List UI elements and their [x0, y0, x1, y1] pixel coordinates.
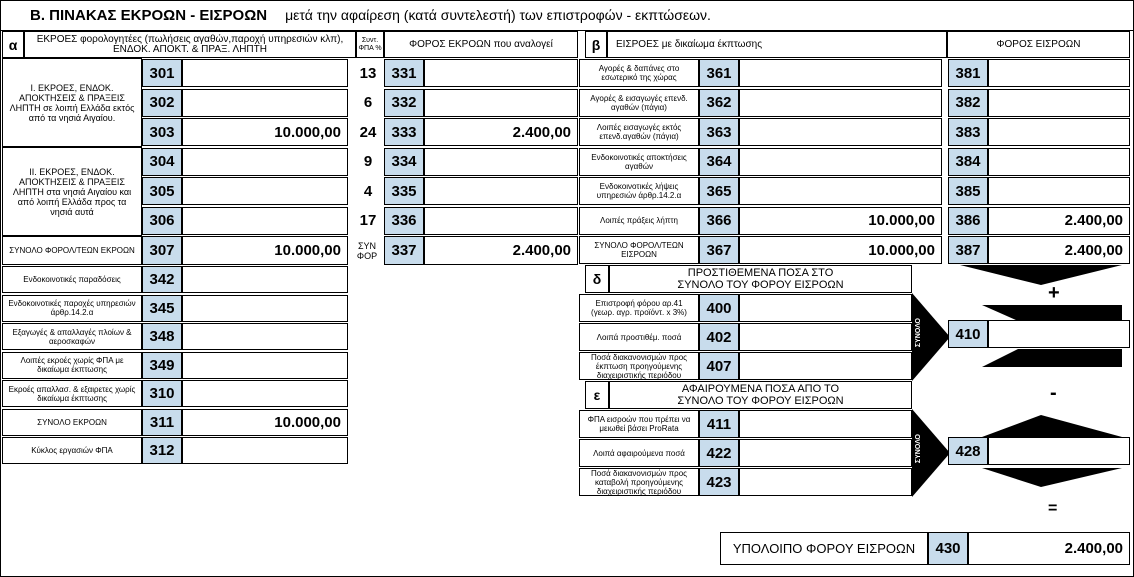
input-label-366 [579, 207, 699, 235]
code-332: 332 [384, 89, 424, 117]
code-365: 365 [699, 177, 739, 205]
other-label-349-text: Λοιπές εκροές χωρίς ΦΠΑ με δικαίωμα έκπτωσης [20, 356, 124, 374]
value-302[interactable] [182, 89, 348, 117]
added-label-402-text: Λοιπά προστιθέμ. ποσά [596, 332, 682, 342]
value-301[interactable] [182, 59, 348, 87]
code-337: 337 [384, 236, 424, 265]
sum-label-e: ΣΥΝΟΛΟ [915, 434, 922, 464]
code-367: 367 [699, 236, 739, 264]
added-label-400-text: Επιστροφή φόρου αρ.41 (γεωρ. αγρ. προϊόντ. x 3%) [591, 299, 687, 317]
rate-304: 9 [363, 153, 373, 170]
code-366: 366 [699, 207, 739, 235]
code-310: 310 [142, 380, 182, 407]
minus-sign: - [1050, 382, 1057, 404]
section-d-header: ΠΡΟΣΤΙΘΕΜΕΝΑ ΠΟΣΑ ΣΤΟ ΣΥΝΟΛΟ ΤΟΥ ΦΟΡΟΥ ΕΙΣΡΟΩΝ [609, 265, 912, 293]
value-387[interactable]: 2.400,00 [988, 236, 1130, 264]
input-label-364 [579, 148, 699, 176]
value-382[interactable] [988, 89, 1130, 117]
input-label-361 [579, 59, 699, 87]
value-361[interactable] [739, 59, 942, 87]
value-402[interactable] [739, 323, 912, 351]
value-365[interactable] [739, 177, 942, 205]
value-307[interactable]: 10.000,00 [182, 236, 348, 265]
other-label-348-text: Εξαγωγές & απαλλαγές πλοίων & αεροσκαφών [12, 327, 132, 346]
code-385: 385 [948, 177, 988, 205]
rate-303: 24 [359, 123, 377, 141]
value-311[interactable]: 10.000,00 [182, 409, 348, 436]
section-a-header: ΕΚΡΟΕΣ φορολογητέες (πωλήσεις αγαθών,παροχή υπηρεσιών κλπ), ΕΝΔΟΚ. ΑΠΟΚΤ. & ΠΡΑΞ. ΛΗΠΤΗ [24, 31, 356, 58]
value-304[interactable] [182, 148, 348, 176]
value-331[interactable] [424, 59, 578, 87]
value-312[interactable] [182, 437, 348, 464]
input-tax-header: ΦΟΡΟΣ ΕΙΣΡΟΩΝ [947, 31, 1130, 58]
added-label-400 [579, 294, 699, 322]
code-312: 312 [142, 437, 182, 464]
value-334[interactable] [424, 148, 578, 176]
code-333: 333 [384, 118, 424, 146]
deducted-label-411-text: ΦΠΑ εισροών που πρέπει να μειωθεί βάσει ProRata [587, 415, 691, 433]
code-304: 304 [142, 148, 182, 176]
code-302: 302 [142, 89, 182, 117]
code-387: 387 [948, 236, 988, 264]
input-label-367 [579, 236, 699, 264]
value-428[interactable] [988, 437, 1130, 465]
section-e-letter: ε [593, 387, 601, 403]
rate-305: 4 [363, 182, 373, 200]
value-385[interactable] [988, 177, 1130, 205]
code-422: 422 [699, 439, 739, 467]
rate-header: Συντ. ΦΠΑ % [356, 31, 384, 58]
code-364: 364 [699, 148, 739, 176]
value-423[interactable] [739, 468, 912, 496]
input-label-363-text: Λοιπές εισαγωγές εκτός επενδ.αγαθών (πάγια) [596, 123, 682, 141]
code-430: 430 [928, 532, 968, 565]
code-335: 335 [384, 177, 424, 205]
code-381: 381 [948, 59, 988, 87]
other-label-310-text: Εκροές απαλλασ. & εξαιρετες χωρίς δικαίωμα έκπτωσης [8, 384, 136, 403]
arrow-428-bottom [982, 468, 1122, 487]
code-349: 349 [142, 352, 182, 379]
value-303[interactable]: 10.000,00 [182, 118, 348, 146]
group1-label: Ι. ΕΚΡΟΕΣ, ΕΝΔΟΚ. ΑΠΟΚΤΗΣΕΙΣ & ΠΡΑΞΕΙΣ ΛΗΠΤΗ σε λοιπή Ελλάδα εκτός από τα νησιά Αιγαίου. [2, 58, 142, 147]
input-label-361-text: Αγορές & δαπάνες στο εσωτερικό της χώρας [598, 64, 680, 82]
top-triangle-shape [960, 265, 1122, 285]
code-410: 410 [948, 320, 988, 348]
value-333[interactable]: 2.400,00 [424, 118, 578, 146]
rate-301: 13 [359, 64, 377, 82]
section-b-letter: β [591, 36, 601, 53]
code-363: 363 [699, 118, 739, 146]
value-349[interactable] [182, 352, 348, 379]
code-407: 407 [699, 352, 739, 380]
value-305[interactable] [182, 177, 348, 205]
added-label-407 [579, 352, 699, 380]
sum-label-d: ΣΥΝΟΛΟ [915, 318, 922, 348]
value-367[interactable]: 10.000,00 [739, 236, 942, 264]
code-361: 361 [699, 59, 739, 87]
output-total-label: ΣΥΝΟΛΟ ΦΟΡΟΛ/ΤΕΩΝ ΕΚΡΟΩΝ [2, 236, 142, 265]
rate-302: 6 [363, 94, 373, 111]
code-303: 303 [142, 118, 182, 146]
code-311: 311 [142, 409, 182, 436]
section-a-letter-cell [2, 31, 24, 58]
added-label-402 [579, 323, 699, 351]
value-383[interactable] [988, 118, 1130, 146]
code-400: 400 [699, 294, 739, 322]
plus-sign: + [1048, 282, 1060, 304]
code-336: 336 [384, 207, 424, 235]
section-a-letter: α [8, 36, 18, 53]
code-342: 342 [142, 266, 182, 293]
value-342[interactable] [182, 266, 348, 293]
other-label-342-text: Ενδοκοινοτικές παραδόσεις [23, 275, 121, 284]
deducted-label-422 [579, 439, 699, 467]
arrow-410-top [982, 305, 1122, 321]
value-410[interactable] [988, 320, 1130, 348]
value-336[interactable] [424, 207, 578, 235]
deducted-label-422-text: Λοιπά αφαιρούμενα ποσά [593, 448, 685, 458]
code-345: 345 [142, 295, 182, 322]
arrow-428-top [982, 415, 1122, 437]
value-332[interactable] [424, 89, 578, 117]
value-337[interactable]: 2.400,00 [424, 236, 578, 265]
section-d-letter: δ [592, 271, 602, 287]
other-label-349 [2, 352, 142, 379]
code-334: 334 [384, 148, 424, 176]
other-label-345 [2, 295, 142, 322]
section-e-header: ΑΦΑΙΡΟΥΜΕΝΑ ΠΟΣΑ ΑΠΟ ΤΟ ΣΥΝΟΛΟ ΤΟΥ ΦΟΡΟΥ ΕΙΣΡΟΩΝ [609, 381, 912, 409]
input-label-366-text: Λοιπές πράξεις λήπτη [599, 216, 678, 225]
value-362[interactable] [739, 89, 942, 117]
section-b-letter-cell [585, 31, 607, 58]
section-e-letter-cell [585, 381, 609, 409]
other-label-311 [2, 409, 142, 436]
code-305: 305 [142, 177, 182, 205]
value-348[interactable] [182, 323, 348, 350]
code-301: 301 [142, 59, 182, 87]
section-d-letter-cell [585, 265, 609, 293]
value-422[interactable] [739, 439, 912, 467]
other-label-348 [2, 323, 142, 350]
arrow-410-bottom [982, 349, 1122, 367]
deducted-label-423 [579, 468, 699, 496]
value-364[interactable] [739, 148, 942, 176]
value-430[interactable]: 2.400,00 [968, 532, 1130, 565]
value-306[interactable] [182, 207, 348, 235]
form-title: Β. ΠΙΝΑΚΑΣ ΕΚΡΟΩΝ - ΕΙΣΡΟΩΝ [30, 6, 268, 24]
other-label-312 [2, 437, 142, 464]
code-402: 402 [699, 323, 739, 351]
section-b-header: ΕΙΣΡΟΕΣ με δικαίωμα έκπτωσης [607, 31, 947, 58]
code-384: 384 [948, 148, 988, 176]
deducted-label-411 [579, 410, 699, 438]
value-363[interactable] [739, 118, 942, 146]
input-label-365-text: Ενδοκοινοτικές λήψεις υπηρεσιών άρθρ.14.2.α [596, 182, 682, 200]
code-383: 383 [948, 118, 988, 146]
other-label-342 [2, 266, 142, 293]
value-407[interactable] [739, 352, 912, 380]
code-331: 331 [384, 59, 424, 87]
other-label-345-text: Ενδοκοινοτικές παροχές υπηρεσιών άρθρ.14.2.α [8, 299, 136, 317]
code-386: 386 [948, 207, 988, 235]
deducted-label-423-text: Ποσά διακανονισμών προς καταβολή προηγούμενης διαχειριστικής περιόδου [590, 468, 687, 496]
value-400[interactable] [739, 294, 912, 322]
group2-label: ΙΙ. ΕΚΡΟΕΣ, ΕΝΔΟΚ. ΑΠΟΚΤΗΣΕΙΣ & ΠΡΑΞΕΙΣ ΛΗΠΤΗ στα νησιά Αιγαίου και από λοιπή Ελλάδα προς τα νησιά αυτά [2, 147, 142, 236]
code-348: 348 [142, 323, 182, 350]
equals-sign: = [1048, 500, 1058, 517]
value-366[interactable]: 10.000,00 [739, 207, 942, 235]
input-label-365 [579, 177, 699, 205]
input-label-367-text: ΣΥΝΟΛΟ ΦΟΡΟΛ/ΤΕΩΝ ΕΙΣΡΟΩΝ [594, 241, 684, 259]
rate-306: 17 [359, 212, 377, 229]
value-335[interactable] [424, 177, 578, 205]
other-label-311-text: ΣΥΝΟΛΟ ΕΚΡΟΩΝ [37, 417, 107, 427]
code-382: 382 [948, 89, 988, 117]
other-label-312-text: Κύκλος εργασιών ΦΠΑ [31, 446, 113, 455]
code-362: 362 [699, 89, 739, 117]
added-label-407-text: Ποσά διακανονισμών προς έκπτωση προηγούμενης διαχειριστικής περιόδου [590, 352, 687, 380]
input-label-362-text: Αγορές & εισαγωγές επενδ. αγαθών (πάγια) [590, 93, 688, 112]
input-label-363 [579, 118, 699, 146]
form-subtitle: μετά την αφαίρεση (κατά συντελεστή) των επιστροφών - εκπτώσεων. [285, 7, 711, 23]
code-307: 307 [142, 236, 182, 265]
code-306: 306 [142, 207, 182, 235]
other-label-310 [2, 380, 142, 407]
balance-label: ΥΠΟΛΟΙΠΟ ΦΟΡΟΥ ΕΙΣΡΟΩΝ [720, 532, 928, 565]
value-310[interactable] [182, 380, 348, 407]
code-423: 423 [699, 468, 739, 496]
output-tax-header: ΦΟΡΟΣ ΕΚΡΟΩΝ που αναλογεί [384, 31, 578, 58]
sum-brackets-graphic [910, 265, 1132, 515]
value-345[interactable] [182, 295, 348, 322]
form-title-bar [0, 0, 1134, 31]
value-384[interactable] [988, 148, 1130, 176]
code-428: 428 [948, 437, 988, 465]
value-386[interactable]: 2.400,00 [988, 207, 1130, 235]
value-381[interactable] [988, 59, 1130, 87]
input-label-364-text: Ενδοκοινοτικές αποκτήσεις αγαθών [591, 152, 687, 171]
input-label-362 [579, 89, 699, 117]
total-rate-label: ΣΥΝ ΦΟΡ [356, 240, 378, 261]
value-411[interactable] [739, 410, 912, 438]
code-411: 411 [699, 410, 739, 438]
